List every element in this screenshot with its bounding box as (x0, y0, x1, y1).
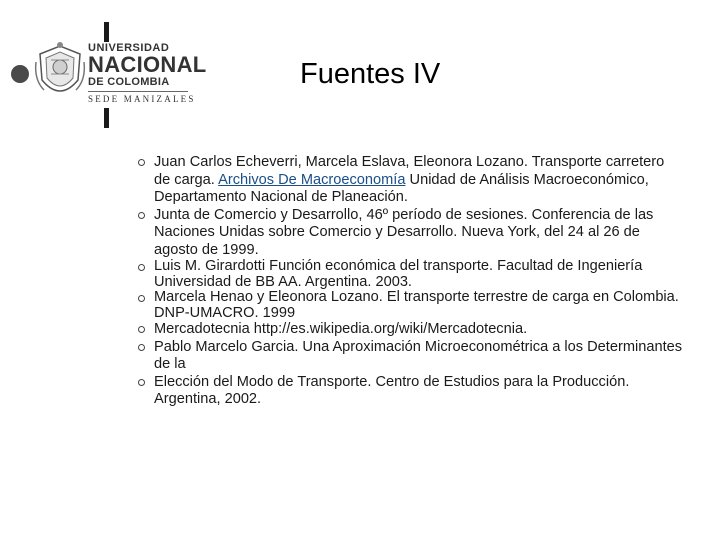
page-title: Fuentes IV (300, 58, 441, 90)
decorative-dot (11, 65, 29, 83)
logo-line-sede: SEDE MANIZALES (88, 94, 196, 104)
source-text: Unidad de Análisis Macroeconómico, Departamento Nacional de Planeación. (154, 171, 649, 205)
sources-list (138, 154, 683, 409)
list-item (138, 154, 683, 207)
logo-line-universidad: UNIVERSIDAD (88, 42, 170, 54)
logo-separator (88, 91, 188, 92)
list-item: Elección del Modo de Transporte. Centro de Estudios para la Producción. Argentina, 2002. (138, 374, 683, 409)
list-item: Luis M. Girardotti Función económica del transporte. Facultad de Ingeniería Universidad de BB AA. Argentina. 2003. (138, 259, 683, 290)
list-item: Junta de Comercio y Desarrollo, 46º período de sesiones. Conferencia de las Naciones Unidas sobre Comercio y Desarrollo. Nueva York, del 24 al 26 de agosto de 1999. (138, 207, 683, 260)
macroeconomia-link[interactable]: Archivos De Macroeconomía (218, 171, 406, 188)
university-logo (34, 40, 207, 112)
list-item: Pablo Marcelo Garcia. Una Aproximación Microeconométrica a los Determinantes de la (138, 339, 683, 374)
list-item: Marcela Henao y Eleonora Lozano. El transporte terrestre de carga en Colombia. DNP-UMACRO. 1999 (138, 290, 683, 321)
logo-line-colombia: DE COLOMBIA (88, 76, 170, 88)
university-crest-icon (34, 40, 86, 112)
decorative-bar-top (104, 22, 109, 42)
logo-line-nacional: NACIONAL (88, 52, 207, 77)
list-item: Mercadotecnia http://es.wikipedia.org/wiki/Mercadotecnia. (138, 321, 683, 339)
source-text: Juan Carlos Echeverri, Marcela Eslava, Eleonora Lozano. Transporte carretero de carga. (154, 154, 665, 188)
